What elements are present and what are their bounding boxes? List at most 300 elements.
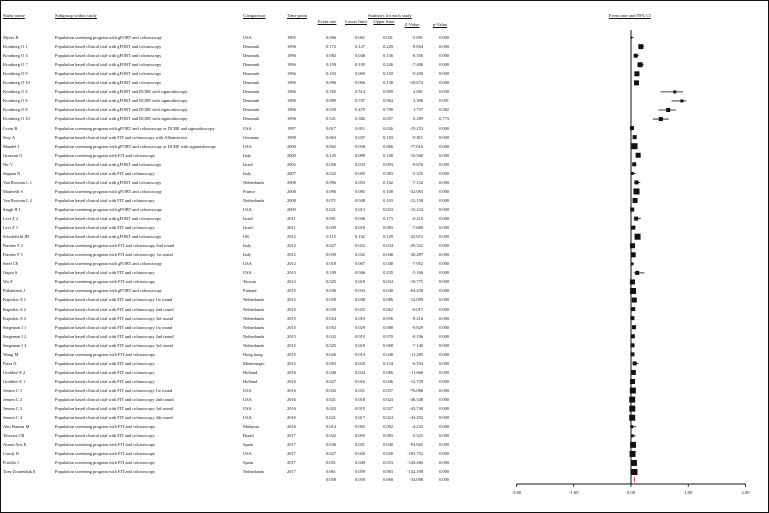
cell-comparison: Germany	[243, 134, 260, 140]
cell-time-point: 2013	[287, 279, 296, 285]
cell-lower-limit: 0.382	[355, 116, 365, 122]
cell-z-value: -9.290	[411, 71, 423, 77]
study-marker	[631, 172, 634, 175]
cell-upper-limit: 0.129	[383, 234, 393, 240]
cell-lower-limit: 0.069	[355, 71, 365, 77]
cell-subgroup: Population based clinical trial with FIT and colonoscopy 3rd round	[55, 342, 173, 348]
cell-upper-limit: 0.168	[383, 152, 393, 158]
cell-z-value: -93.665	[409, 442, 423, 448]
cell-upper-limit: 0.162	[383, 179, 393, 185]
cell-upper-limit: 0.034	[383, 279, 393, 285]
cell-z-value: -32.083	[409, 188, 423, 194]
cell-subgroup: Population based clinical trial with FIT and colonoscopy	[55, 225, 155, 231]
cell-upper-limit: 0.083	[383, 170, 393, 176]
cell-lower-limit: 0.018	[355, 342, 365, 348]
cell-upper-limit: 0.024	[383, 397, 393, 402]
cell-p-value: 0.000	[439, 360, 449, 366]
cell-study-name: Singh H 1	[3, 206, 21, 212]
cell-upper-limit: 0.108	[383, 188, 393, 194]
cell-study-name: Myers R	[3, 35, 19, 40]
cell-time-point: 2015	[287, 315, 296, 321]
cell-z-value: -7.140	[411, 342, 423, 348]
cell-comparison: Netherlands	[243, 297, 265, 303]
cell-study-name: Arana-Arri E	[3, 442, 27, 448]
cell-p-value: 0.000	[439, 369, 449, 375]
cell-comparison: UK	[243, 234, 250, 240]
cell-event-rate: 0.021	[326, 397, 336, 402]
summary-event-rate: 0.058	[326, 477, 336, 482]
cell-comparison: Denmark	[243, 98, 260, 104]
cell-lower-limit: 0.038	[355, 297, 365, 303]
cell-comparison: USA	[243, 406, 252, 412]
cell-time-point: 2017	[287, 451, 296, 457]
cell-comparison: USA	[243, 397, 252, 402]
cell-event-rate: 0.027	[326, 451, 336, 457]
header-p-value: p-Value	[432, 22, 448, 27]
cell-z-value: -11.666	[409, 369, 423, 375]
cell-subgroup: Population based clinical trial with FIT and colonoscopy	[55, 197, 155, 203]
study-marker	[634, 180, 638, 184]
cell-lower-limit: 0.031	[355, 442, 365, 448]
cell-upper-limit: 0.048	[383, 351, 393, 357]
cell-upper-limit: 0.040	[383, 288, 393, 294]
cell-z-value: -7.486	[411, 62, 423, 68]
cell-time-point: 2017	[287, 469, 296, 475]
cell-event-rate: 0.024	[326, 315, 336, 321]
cell-p-value: 0.000	[439, 297, 449, 303]
cell-upper-limit: 0.056	[383, 315, 393, 321]
study-marker	[630, 451, 636, 457]
cell-subgroup: Population screening program with FIT and colonoscopy 1st round	[55, 252, 173, 258]
cell-lower-limit: 0.018	[355, 279, 365, 285]
cell-comparison: USA	[243, 35, 252, 40]
cell-time-point: 2016	[287, 424, 296, 430]
cell-study-name: Stoy A	[3, 134, 16, 140]
cell-time-point: 2015	[287, 324, 296, 330]
cell-p-value: 0.000	[439, 451, 449, 457]
cell-lower-limit: 0.514	[355, 89, 365, 95]
cell-time-point: 2012	[287, 243, 296, 249]
study-marker	[631, 262, 634, 265]
cell-z-value: -132.198	[407, 469, 423, 475]
cell-lower-limit: 0.029	[355, 360, 365, 366]
header-lower-limit: Lower limit	[345, 19, 367, 24]
cell-p-value: 0.000	[439, 188, 449, 194]
cell-event-rate: 0.096	[326, 179, 336, 185]
cell-comparison: Spain	[243, 442, 254, 448]
x-tick-label: 0.00	[626, 490, 636, 495]
cell-p-value: 0.000	[439, 406, 449, 412]
cell-study-name: Stegeman I 2	[3, 333, 27, 339]
cell-upper-limit: 0.150	[383, 71, 393, 77]
cell-study-name: Van Rossum L 1	[3, 179, 32, 185]
study-marker	[629, 415, 635, 421]
cell-z-value: -19.775	[409, 279, 423, 285]
cell-study-name: Jensen C 1	[3, 387, 23, 393]
cell-study-name: Kronborg O 6	[3, 98, 28, 104]
cell-upper-limit: 0.062	[383, 306, 393, 312]
cell-z-value: -7.952	[411, 261, 423, 267]
cell-time-point: 2015	[287, 342, 296, 348]
cell-upper-limit: 0.134	[383, 360, 393, 366]
cell-comparison: Israel	[243, 225, 253, 231]
cell-p-value: 0.000	[439, 206, 449, 212]
cell-lower-limit: 0.019	[355, 406, 365, 412]
cell-study-name: Kronborg O 4	[3, 89, 28, 95]
cell-z-value: -19.253	[409, 125, 423, 131]
cell-time-point: 2009	[287, 206, 296, 212]
study-marker	[630, 208, 634, 212]
cell-event-rate: 0.062	[326, 143, 336, 149]
cell-lower-limit: 0.016	[355, 378, 365, 384]
cell-upper-limit: 0.235	[383, 270, 393, 276]
cell-lower-limit: 0.033	[355, 161, 365, 167]
cell-lower-limit: 0.058	[355, 143, 365, 149]
cell-comparison: France	[243, 188, 255, 194]
study-marker	[634, 217, 638, 221]
cell-comparison: Denmark	[243, 44, 260, 50]
cell-p-value: 0.039	[439, 89, 449, 95]
cell-study-name: Pitkäniemi J	[3, 288, 25, 294]
cell-study-name: Abu Hassan M	[3, 424, 30, 430]
cell-p-value: 0.000	[439, 342, 449, 348]
cell-event-rate: 0.022	[326, 433, 336, 439]
cell-subgroup: Population screening program with FIT and colonoscopy	[55, 460, 156, 466]
cell-event-rate: 0.159	[326, 62, 336, 68]
cell-study-name: Gupta S	[3, 270, 18, 276]
cell-time-point: 2008	[287, 197, 296, 203]
cell-comparison: USA	[243, 270, 252, 276]
cell-upper-limit: 0.026	[383, 125, 393, 131]
cell-comparison: USA	[243, 125, 252, 131]
x-tick-label: -2.00	[511, 490, 522, 495]
header-time-point: Time point	[287, 13, 308, 18]
cell-study-name: Jensen C 3	[3, 406, 23, 412]
cell-z-value: -12.158	[409, 197, 423, 203]
study-marker	[633, 198, 638, 203]
cell-z-value: -5.325	[411, 170, 423, 176]
cell-comparison: USA	[243, 261, 252, 267]
cell-upper-limit: 0.048	[383, 252, 393, 258]
cell-time-point: 1998	[287, 134, 296, 140]
cell-study-name: Parra N	[3, 360, 17, 366]
cell-p-value: 0.000	[439, 197, 449, 203]
cell-subgroup: Population based clinical trial with gFOBT and colonoscopy	[55, 62, 162, 68]
cell-p-value: 0.000	[439, 170, 449, 176]
cell-time-point: 2002	[287, 161, 296, 167]
cell-subgroup: Population based clinical trial with FIT and colonoscopy 1st round	[55, 387, 173, 393]
cell-event-rate: 0.765	[326, 89, 336, 95]
cell-upper-limit: 0.024	[383, 415, 393, 421]
cell-time-point: 2015	[287, 333, 296, 339]
cell-event-rate: 0.039	[326, 225, 336, 231]
cell-upper-limit: 0.063	[383, 469, 393, 475]
cell-p-value: 0.000	[439, 62, 449, 68]
cell-subgroup: Population based clinical trial with gFOBT and colonoscopy	[55, 44, 162, 50]
cell-time-point: 2011	[287, 216, 296, 221]
cell-z-value: -77.016	[409, 143, 423, 149]
study-marker	[632, 298, 637, 303]
cell-event-rate: 0.058	[326, 297, 336, 303]
cell-z-value: -165.752	[407, 451, 423, 457]
cell-event-rate: 0.025	[326, 342, 336, 348]
cell-comparison: Netherlands	[243, 469, 265, 475]
cell-upper-limit: 0.070	[383, 333, 393, 339]
cell-time-point: 2015	[287, 288, 296, 294]
cell-comparison: Holland	[243, 369, 258, 375]
cell-study-name: Kronborg O 3	[3, 53, 28, 59]
cell-lower-limit: 0.014	[355, 351, 365, 357]
cell-time-point: 2016	[287, 378, 296, 384]
cell-z-value: -8.694	[411, 44, 423, 50]
cell-lower-limit: 0.048	[355, 53, 365, 59]
cell-event-rate: 0.889	[326, 98, 336, 104]
cell-subgroup: Population based clinical trial with gFOBT and colonoscopy	[55, 234, 162, 240]
cell-event-rate: 0.650	[326, 107, 336, 113]
cell-subgroup: Population based clinical trial with FIT and colonoscopy	[55, 369, 155, 375]
summary-z-value: -34.088	[409, 477, 423, 482]
cell-time-point: 1995	[287, 35, 296, 40]
study-marker	[631, 226, 635, 230]
cell-event-rate: 0.056	[326, 161, 336, 167]
cell-lower-limit: 0.033	[355, 288, 365, 294]
cell-study-name: Kronborg O 1	[3, 44, 28, 50]
cell-p-value: 0.000	[439, 460, 449, 466]
cell-subgroup: Population based clinical trial with gFOBT and DCBE with sigmoidoscopy	[55, 116, 188, 122]
cell-study-name: Levi Z 1	[3, 225, 19, 231]
cell-subgroup: Population screening program with FIT and colonoscopy	[55, 279, 156, 285]
cell-upper-limit: 0.790	[383, 107, 393, 113]
cell-lower-limit: 0.048	[355, 197, 365, 203]
cell-event-rate: 0.096	[326, 80, 336, 86]
cell-time-point: 2012	[287, 261, 296, 267]
cell-comparison: Italy	[243, 152, 252, 158]
cell-study-name: Manfredi S	[3, 188, 23, 194]
cell-lower-limit: 0.109	[355, 62, 365, 68]
cell-comparison: Italy	[243, 243, 252, 249]
cell-subgroup: Population screening program with FIT and colonoscopy	[55, 442, 156, 448]
cell-subgroup: Population based clinical trial with gFOBT and colonoscopy	[55, 161, 162, 167]
cell-lower-limit: 0.026	[355, 451, 365, 457]
cell-event-rate: 0.125	[326, 152, 336, 158]
summary-upper-limit: 0.068	[383, 477, 393, 482]
cell-p-value: 0.001	[439, 98, 449, 104]
cell-time-point: 2016	[287, 397, 296, 402]
cell-upper-limit: 0.027	[383, 406, 393, 412]
cell-comparison: Denmark	[243, 53, 260, 59]
cell-time-point: 1996	[287, 62, 296, 68]
cell-lower-limit: 0.022	[355, 243, 365, 249]
cell-lower-limit: 0.032	[355, 252, 365, 258]
cell-z-value: -9.676	[411, 161, 423, 167]
cell-comparison: Denmark	[243, 62, 260, 68]
cell-event-rate: 0.017	[326, 125, 336, 131]
cell-event-rate: 0.026	[326, 351, 336, 357]
cell-subgroup: Population screening program with FIT and colonoscopy	[55, 469, 156, 475]
cell-upper-limit: 0.048	[383, 261, 393, 267]
cell-subgroup: Population based clinical trial with FIT and colonoscopy 3rd round	[55, 315, 173, 321]
cell-event-rate: 0.109	[326, 270, 336, 276]
cell-subgroup: Population based clinical trial with FIT and colonoscopy	[55, 270, 155, 276]
cell-z-value: -7.152	[411, 179, 423, 185]
cell-subgroup: Population screening program with FIT and colonoscopy	[55, 451, 156, 457]
cell-event-rate: 0.096	[326, 188, 336, 194]
cell-z-value: 1.737	[413, 107, 423, 113]
cell-upper-limit: 0.229	[383, 44, 393, 50]
study-marker	[680, 99, 683, 102]
cell-subgroup: Population screening program with gFOBT and colonoscopy	[55, 35, 162, 40]
cell-subgroup: Population screening program with FIT and colonoscopy	[55, 351, 156, 357]
cell-lower-limit: 0.017	[355, 415, 365, 421]
cell-upper-limit: 0.068	[383, 342, 393, 348]
cell-study-name: Kapidzic A 3	[3, 315, 26, 321]
cell-upper-limit: 0.034	[383, 243, 393, 249]
cell-event-rate: 0.052	[326, 324, 336, 330]
cell-subgroup: Population based clinical trial with FIT and colonoscopy 1st round	[55, 324, 173, 330]
cell-z-value: -46.348	[409, 397, 423, 402]
study-marker	[633, 188, 639, 194]
header-study-name: Study name	[3, 13, 25, 18]
study-marker	[638, 44, 643, 49]
cell-time-point: 2016	[287, 387, 296, 393]
header-stats-group: Statistics for each study	[368, 13, 412, 18]
cell-time-point: 2015	[287, 351, 296, 357]
cell-subgroup: Population screening program with gFOBT and colonoscopy	[55, 206, 162, 212]
cell-time-point: 1996	[287, 44, 296, 50]
cell-time-point: 2017	[287, 460, 296, 466]
cell-p-value: 0.000	[439, 387, 449, 393]
cell-z-value: -9.017	[411, 306, 423, 312]
cell-comparison: USA	[243, 206, 252, 212]
cell-subgroup: Population based clinical trial with FIT and colonoscopy 2nd round	[55, 306, 174, 312]
cell-z-value: -15.134	[409, 206, 423, 212]
cell-p-value: 0.000	[439, 351, 449, 357]
study-marker	[630, 442, 636, 448]
study-marker	[630, 126, 634, 130]
cell-upper-limit: 0.037	[383, 387, 393, 393]
cell-time-point: 1996	[287, 71, 296, 77]
cell-upper-limit: 0.041	[383, 35, 393, 40]
study-marker	[631, 460, 637, 466]
cell-study-name: Van Rossum L 2	[3, 197, 32, 203]
cell-upper-limit: 0.066	[383, 369, 393, 375]
cell-time-point: 2017	[287, 442, 296, 448]
cell-p-value: 0.000	[439, 378, 449, 384]
cell-study-name: Portillo I	[3, 460, 19, 466]
cell-subgroup: Population based clinical trial with gFOBT and colonoscopy	[55, 71, 162, 77]
cell-p-value: 0.000	[439, 415, 449, 421]
cell-lower-limit: 0.037	[355, 134, 365, 140]
cell-upper-limit: 0.033	[383, 206, 393, 212]
cell-p-value: 0.000	[439, 53, 449, 59]
cell-time-point: 1996	[287, 107, 296, 113]
study-marker	[629, 397, 635, 403]
cell-comparison: Netherlands	[243, 342, 265, 348]
cell-upper-limit: 0.103	[383, 134, 393, 140]
cell-lower-limit: 0.011	[355, 125, 365, 131]
cell-lower-limit: 0.002	[355, 424, 365, 430]
study-marker	[630, 343, 634, 347]
cell-event-rate: 0.025	[326, 279, 336, 285]
cell-event-rate: 0.006	[326, 35, 336, 40]
cell-lower-limit: 0.046	[355, 270, 365, 276]
cell-p-value: 0.000	[439, 252, 449, 258]
cell-z-value: -10.674	[409, 80, 423, 86]
cell-subgroup: Population based clinical trial with gFOBT and DCBE with sigmoidoscopy	[55, 107, 188, 113]
cell-p-value: 0.000	[439, 397, 449, 402]
cell-event-rate: 0.032	[326, 333, 336, 339]
cell-study-name: Grobbee E 1	[3, 378, 26, 384]
cell-z-value: -63.458	[409, 288, 423, 294]
cell-comparison: Denmark	[243, 71, 260, 77]
study-marker	[638, 62, 643, 67]
cell-lower-limit: 0.127	[355, 44, 365, 50]
study-marker	[632, 325, 636, 329]
cell-subgroup: Population based clinical trial with gFOBT and colonoscopy	[55, 53, 162, 59]
cell-comparison: Netherlands	[243, 306, 265, 312]
cell-event-rate: 0.014	[326, 424, 336, 430]
cell-event-rate: 0.103	[326, 71, 336, 77]
summary-p-value: 0.000	[439, 477, 449, 482]
cell-z-value: -5.325	[411, 433, 423, 439]
cell-lower-limit: 0.066	[355, 80, 365, 86]
cell-z-value: -30.487	[409, 252, 423, 258]
cell-upper-limit: 0.086	[383, 297, 393, 303]
cell-subgroup: Population screening program with gFOBT and colonoscopy or DCBE with sigmoidoscopy	[55, 143, 217, 149]
cell-p-value: 0.000	[439, 71, 449, 77]
cell-lower-limit: 0.005	[355, 170, 365, 176]
cell-study-name: Parente F 1	[3, 252, 23, 258]
cell-event-rate: 0.022	[326, 170, 336, 176]
study-marker	[630, 37, 632, 39]
cell-z-value: -8.356	[411, 53, 423, 59]
cell-event-rate: 0.036	[326, 288, 336, 294]
cell-p-value: 0.000	[439, 179, 449, 185]
cell-upper-limit: 0.093	[383, 161, 393, 167]
cell-time-point: 2015	[287, 306, 296, 312]
cell-study-name: Grazzini G	[3, 152, 23, 158]
study-marker	[631, 469, 637, 475]
study-marker	[636, 153, 641, 158]
cell-study-name: Levi Z 2	[3, 216, 19, 221]
cell-z-value: -8.216	[411, 315, 423, 321]
cell-p-value: 0.000	[439, 80, 449, 86]
cell-event-rate: 0.115	[326, 234, 336, 240]
cell-time-point: 2012	[287, 234, 296, 240]
cell-upper-limit: 0.226	[383, 62, 393, 68]
study-marker	[666, 108, 670, 112]
cell-upper-limit: 0.136	[383, 53, 393, 59]
cell-p-value: 0.000	[439, 433, 449, 439]
cell-lower-limit: 0.025	[355, 306, 365, 312]
cell-p-value: 0.000	[439, 306, 449, 312]
cell-lower-limit: 0.018	[355, 397, 365, 402]
cell-z-value: -43.292	[409, 415, 423, 421]
cell-study-name: Scholefield JH	[3, 234, 29, 240]
cell-p-value: 0.000	[439, 288, 449, 294]
cell-upper-limit: 0.088	[383, 324, 393, 330]
cell-subgroup: Population based clinical trial with FIT and colonoscopy 3rd round	[55, 406, 173, 412]
cell-event-rate: 0.039	[326, 252, 336, 258]
study-marker	[630, 316, 634, 320]
cell-p-value: 0.000	[439, 161, 449, 167]
study-marker	[635, 271, 639, 275]
cell-event-rate: 0.521	[326, 116, 336, 122]
cell-p-value: 0.000	[439, 469, 449, 475]
cell-time-point: 2013	[287, 270, 296, 276]
cell-time-point: 2017	[287, 433, 296, 439]
cell-p-value: 0.000	[439, 424, 449, 430]
